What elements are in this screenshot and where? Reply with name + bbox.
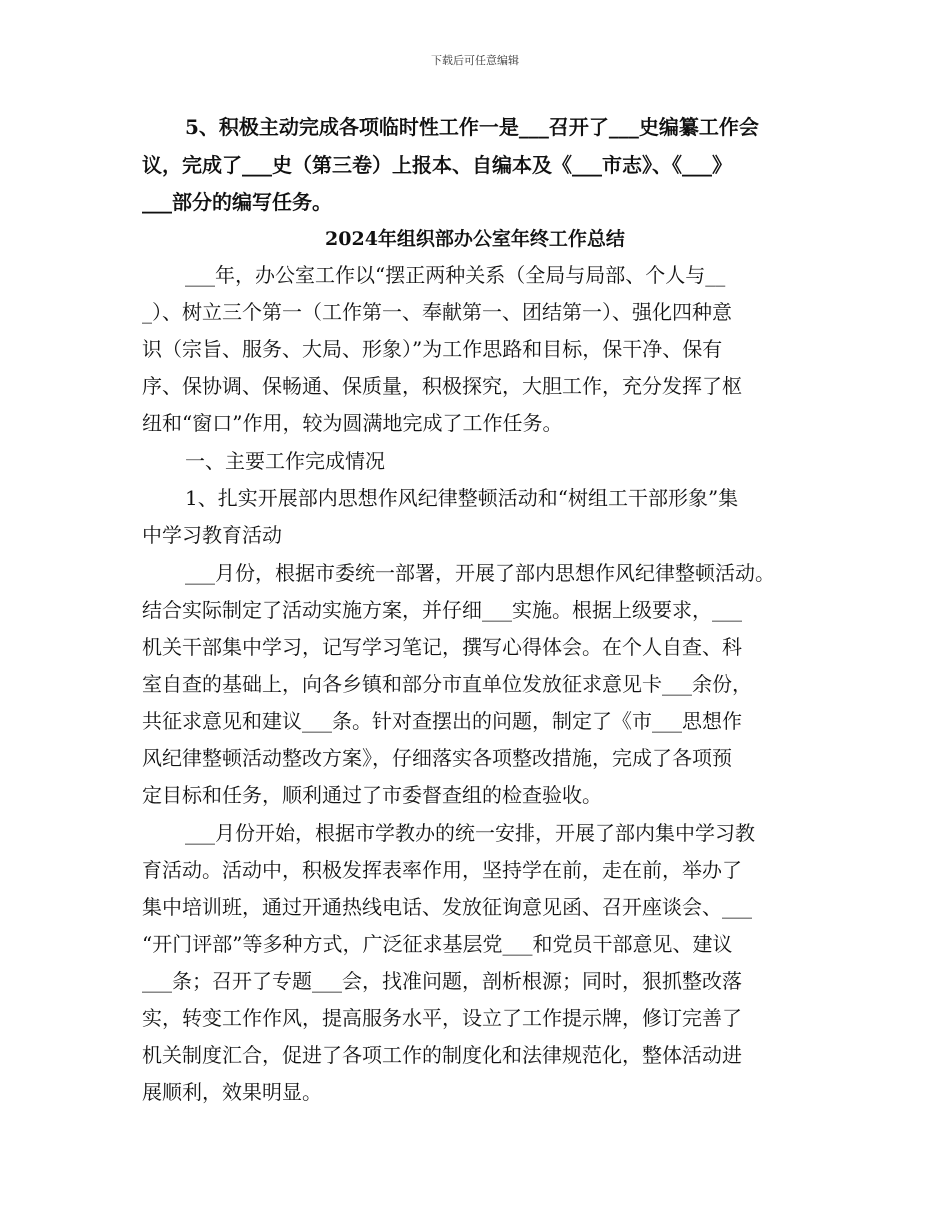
body-line: 序、保协调、保畅通、保质量，积极探究，大胆工作，充分发挥了枢 — [142, 374, 742, 398]
page-header: 下载后可任意编辑 — [431, 54, 519, 67]
body-line: 定目标和任务，顺利通过了市委督查组的检查验收。 — [142, 783, 602, 807]
body-line: 育活动。活动中，积极发挥表率作用，坚持学在前，走在前，举办了 — [142, 858, 742, 882]
body-line: 机关制度汇合，促进了各项工作的制度化和法律规范化，整体活动进 — [142, 1043, 742, 1067]
body-line: 识（宗旨、服务、大局、形象）”为工作思路和目标，保干净、保有 — [142, 337, 723, 361]
body-line: 室自查的基础上，向各乡镇和部分市直单位发放征求意见卡___余份， — [142, 672, 752, 696]
body-line: 展顺利，效果明显。 — [142, 1080, 322, 1104]
body-line: 机关干部集中学习，记写学习笔记，撰写心得体会。在个人自查、科 — [142, 635, 742, 659]
body-line: ___月份，根据市委统一部署，开展了部内思想作风纪律整顿活动。 — [185, 561, 775, 585]
document-title: 2024年组织部办公室年终工作总结 — [325, 228, 625, 250]
body-line: 实，转变工作作风，提高服务水平，设立了工作提示牌，修订完善了 — [142, 1006, 742, 1030]
intro-line: 议，完成了___史（第三卷）上报本、自编本及《___市志》、《___》 — [142, 153, 732, 177]
body-line: _）、树立三个第一（工作第一、奉献第一、团结第一）、强化四种意 — [142, 300, 732, 324]
body-line: ___月份开始，根据市学教办的统一安排，开展了部内集中学习教 — [185, 821, 755, 845]
body-line: ___条；召开了专题___会，找准问题，剖析根源；同时，狠抓整改落 — [142, 969, 742, 993]
intro-line: 5、积极主动完成各项临时性工作一是___召开了___史编纂工作会 — [185, 115, 759, 139]
subsection-heading: 中学习教育活动 — [142, 523, 282, 547]
body-line: 结合实际制定了活动实施方案，并仔细___实施。根据上级要求，___ — [142, 598, 742, 622]
body-line: “开门评部”等多种方式，广泛征求基层党___和党员干部意见、建议 — [142, 932, 733, 956]
body-line: 集中培训班，通过开通热线电话、发放征询意见函、召开座谈会、___ — [142, 895, 752, 919]
body-line: ___年，办公室工作以“摆正两种关系（全局与局部、个人与__ — [185, 263, 726, 287]
section-heading: 一、主要工作完成情况 — [185, 449, 385, 473]
body-line: 共征求意见和建议___条。针对查摆出的问题，制定了《市___思想作 — [142, 709, 742, 733]
body-line: 风纪律整顿活动整改方案》，仔细落实各项整改措施，完成了各项预 — [142, 746, 732, 770]
intro-line: ___部分的编写任务。 — [142, 190, 332, 214]
body-line: 纽和“窗口”作用，较为圆满地完成了工作任务。 — [142, 411, 563, 435]
subsection-heading: 1、扎实开展部内思想作风纪律整顿活动和“树组工干部形象”集 — [185, 486, 739, 510]
